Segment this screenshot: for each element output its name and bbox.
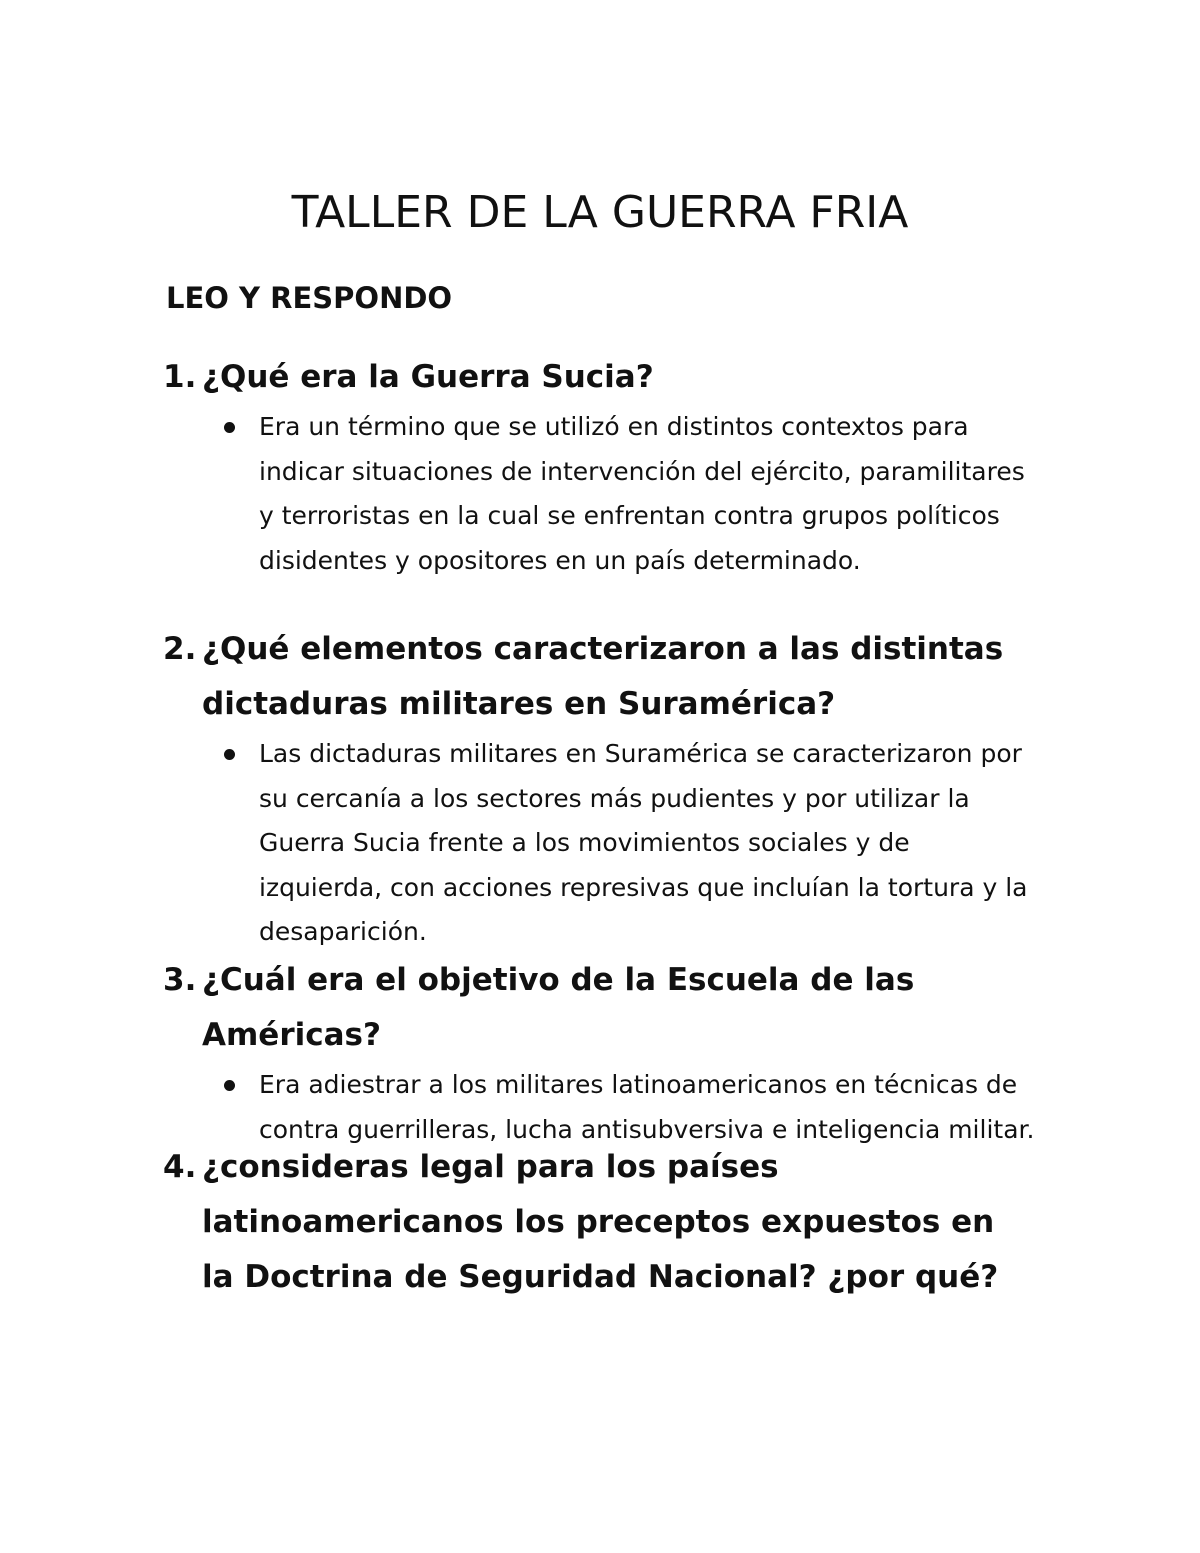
question-text: ¿Cuál era el objetivo de la Escuela de las Américas? xyxy=(202,962,915,1053)
question-block-1 xyxy=(0,350,1200,583)
question-3 xyxy=(0,953,1022,1063)
document-title: TALLER DE LA GUERRA FRIA xyxy=(291,187,909,238)
question-block-2 xyxy=(0,622,1200,955)
bullet-icon xyxy=(224,1080,235,1091)
question-number: 1. xyxy=(163,359,197,395)
question-number: 2. xyxy=(163,631,197,667)
question-block-3 xyxy=(0,953,1200,1152)
question-4 xyxy=(0,1140,1022,1305)
answer-1 xyxy=(0,405,1039,583)
question-number: 4. xyxy=(163,1149,197,1185)
bullet-icon xyxy=(224,749,235,760)
question-number: 3. xyxy=(163,962,197,998)
answer-text: Las dictaduras militares en Suramérica se caracterizaron por su cercanía a los sectores más pudientes y por utilizar la Guerra Sucia frente a los movimientos sociales y de izquierda, con acciones represivas que incluían la tortura y la desaparición. xyxy=(259,739,1028,946)
answer-text: Era un término que se utilizó en distintos contextos para indicar situaciones de intervención del ejército, paramilitares y terroristas en la cual se enfrentan contra grupos políticos disidentes y opositores en un país determinado. xyxy=(259,412,1025,575)
answer-3 xyxy=(0,1063,1039,1152)
question-text: ¿consideras legal para los países latinoamericanos los preceptos expuestos en la Doctrina de Seguridad Nacional? ¿por qué? xyxy=(202,1149,999,1295)
answer-2 xyxy=(0,732,1039,955)
answer-text: Era adiestrar a los militares latinoamericanos en técnicas de contra guerrilleras, lucha antisubversiva e inteligencia militar. xyxy=(259,1070,1035,1144)
bullet-icon xyxy=(224,422,235,433)
question-text: ¿Qué era la Guerra Sucia? xyxy=(202,359,654,395)
question-text: ¿Qué elementos caracterizaron a las distintas dictaduras militares en Suramérica? xyxy=(202,631,1004,722)
question-1 xyxy=(0,350,1022,405)
section-heading: LEO Y RESPONDO xyxy=(166,281,453,315)
question-block-4 xyxy=(0,1140,1200,1305)
question-2 xyxy=(0,622,1022,732)
